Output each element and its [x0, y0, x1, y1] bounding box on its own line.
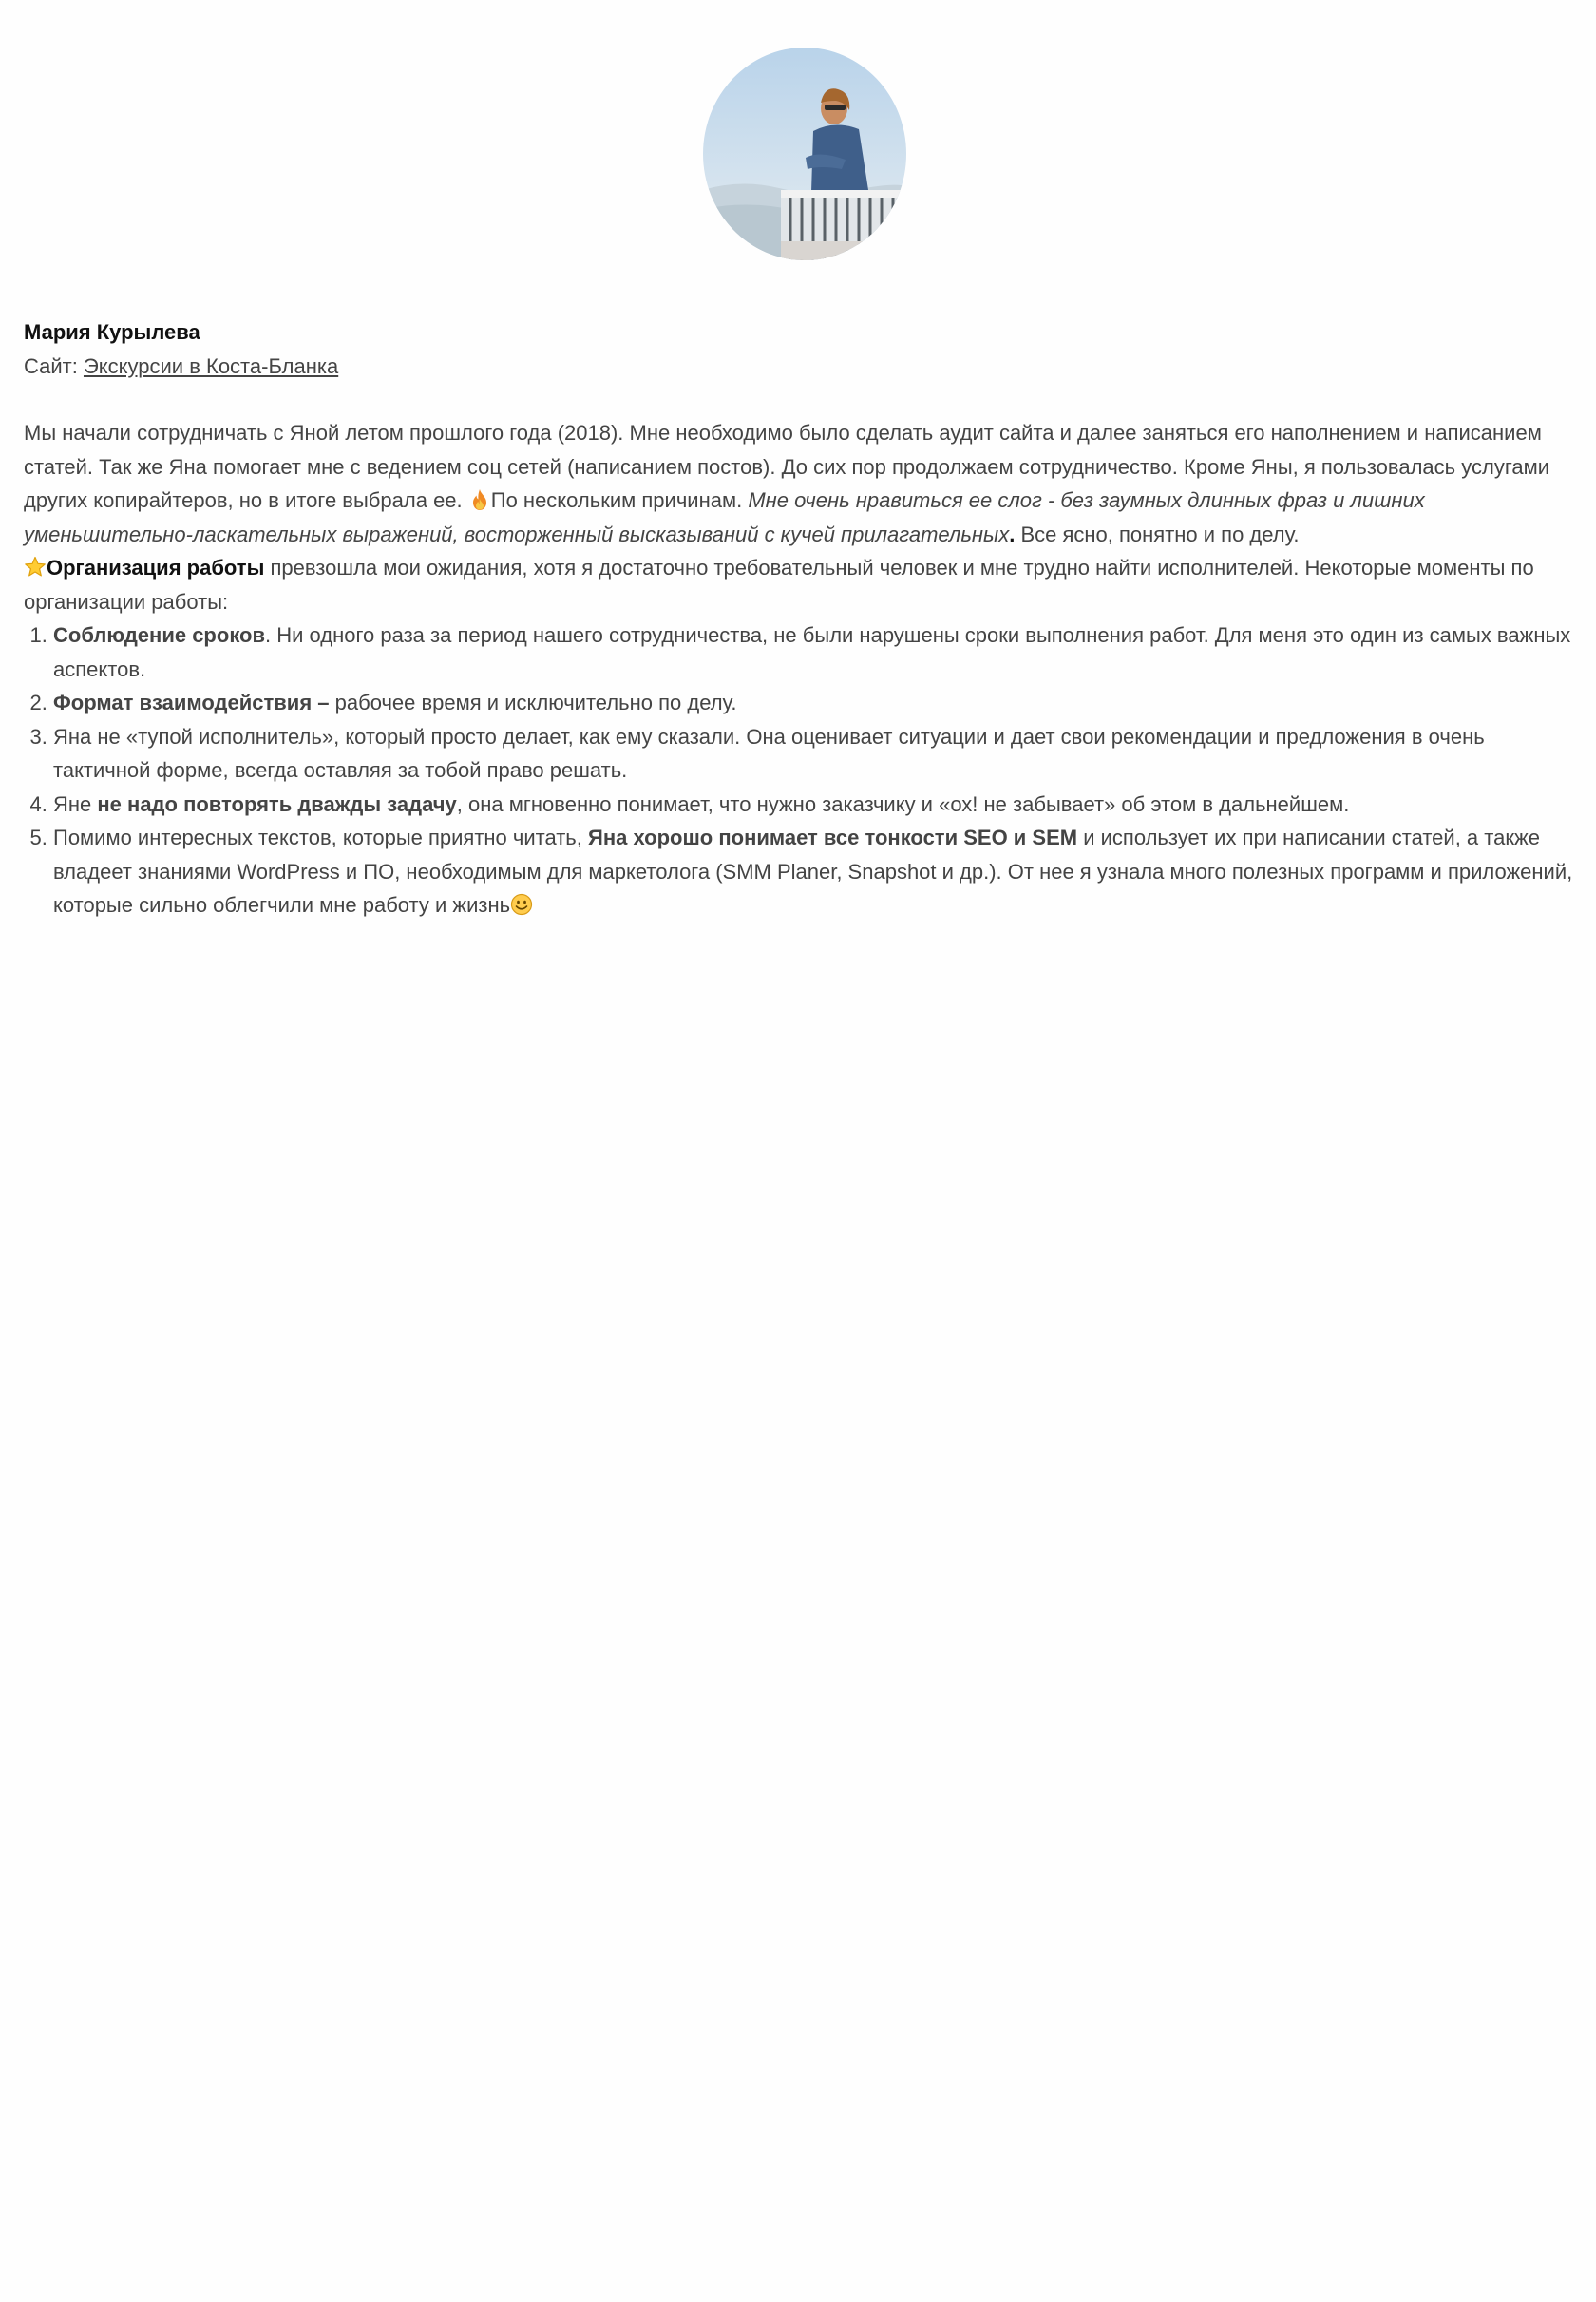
list-item — [53, 720, 1582, 788]
avatar-photo — [703, 48, 906, 260]
list-item — [53, 618, 1582, 686]
review-reasons: По нескольким причинам. — [490, 488, 749, 512]
organization-text: превзошла мои ожидания, хотя я достаточно требовательный человек и мне трудно найти исполнителей. Некоторые моменты по организации работы: — [24, 556, 1534, 614]
review-intro: Мы начали сотрудничать с Яной летом прошлого года (2018). Мне необходимо было сделать аудит сайта и далее заняться его наполнением и написанием статей. Так же Яна помогает мне с ведением соц сетей (написанием постов). До сих пор продолжаем сотрудничество. Кроме Яны, я пользовалась услугами других копирайтеров, но в итоге выбрала ее. — [24, 421, 1550, 512]
point-text: рабочее время и исключительно по делу. — [329, 691, 737, 714]
point-bold: не надо повторять дважды задачу — [97, 791, 457, 816]
organization-title: Организация работы — [47, 556, 265, 580]
review-conclusion: Все ясно, понятно и по делу. — [1015, 522, 1300, 546]
avatar — [703, 48, 906, 260]
smiling-face-icon — [510, 893, 533, 916]
point-bold: Соблюдение сроков — [53, 623, 265, 647]
point-pre: Помимо интересных текстов, которые приятно читать, — [53, 826, 588, 849]
point-text: , она мгновенно понимает, что нужно заказчику и «ох! не забывает» об этом в дальнейшем. — [456, 791, 1350, 816]
author-name: Мария Курылева — [24, 320, 200, 344]
point-text: и использует их при написании статей, а также владеет знаниями WordPress и ПО, необходимым для маркетолога (SMM Planer, Snapshot и др.). От нее я узнала много полезных программ и приложений, которые сильно облегчили мне работу и жизнь — [53, 826, 1573, 917]
star-icon — [24, 556, 47, 579]
points-list — [24, 618, 1582, 923]
point-text: . Ни одного раза за период нашего сотрудничества, не были нарушены сроки выполнения работ. Для меня это один из самых важных аспектов. — [53, 623, 1571, 681]
point-bold: Яна хорошо понимает все тонкости SEO и SEM — [588, 826, 1078, 849]
author-site — [24, 350, 1582, 384]
point-bold: Формат взаимодействия – — [53, 691, 330, 714]
review-bold-dot: . — [1009, 522, 1016, 546]
point-pre: Яне — [53, 791, 98, 816]
review-italic: Мне очень нравиться ее слог - без заумных длинных фраз и лишних уменьшительно-ласкательных выражений, восторженный высказываний с кучей прилагательных — [24, 488, 1425, 546]
point-text: Яна не «тупой исполнитель», который просто делает, как ему сказали. Она оценивает ситуации и дает свои рекомендации и предложения в очень тактичной форме, всегда оставляя за тобой право решать. — [53, 724, 1485, 782]
list-item — [53, 686, 1582, 720]
review-card — [24, 315, 1582, 923]
list-item — [53, 788, 1582, 822]
site-link[interactable]: Экскурсии в Коста-Бланка — [83, 353, 339, 378]
fire-icon — [468, 488, 491, 511]
review-paragraph — [24, 416, 1582, 618]
site-label: Сайт: — [24, 353, 84, 378]
list-item — [53, 821, 1582, 923]
